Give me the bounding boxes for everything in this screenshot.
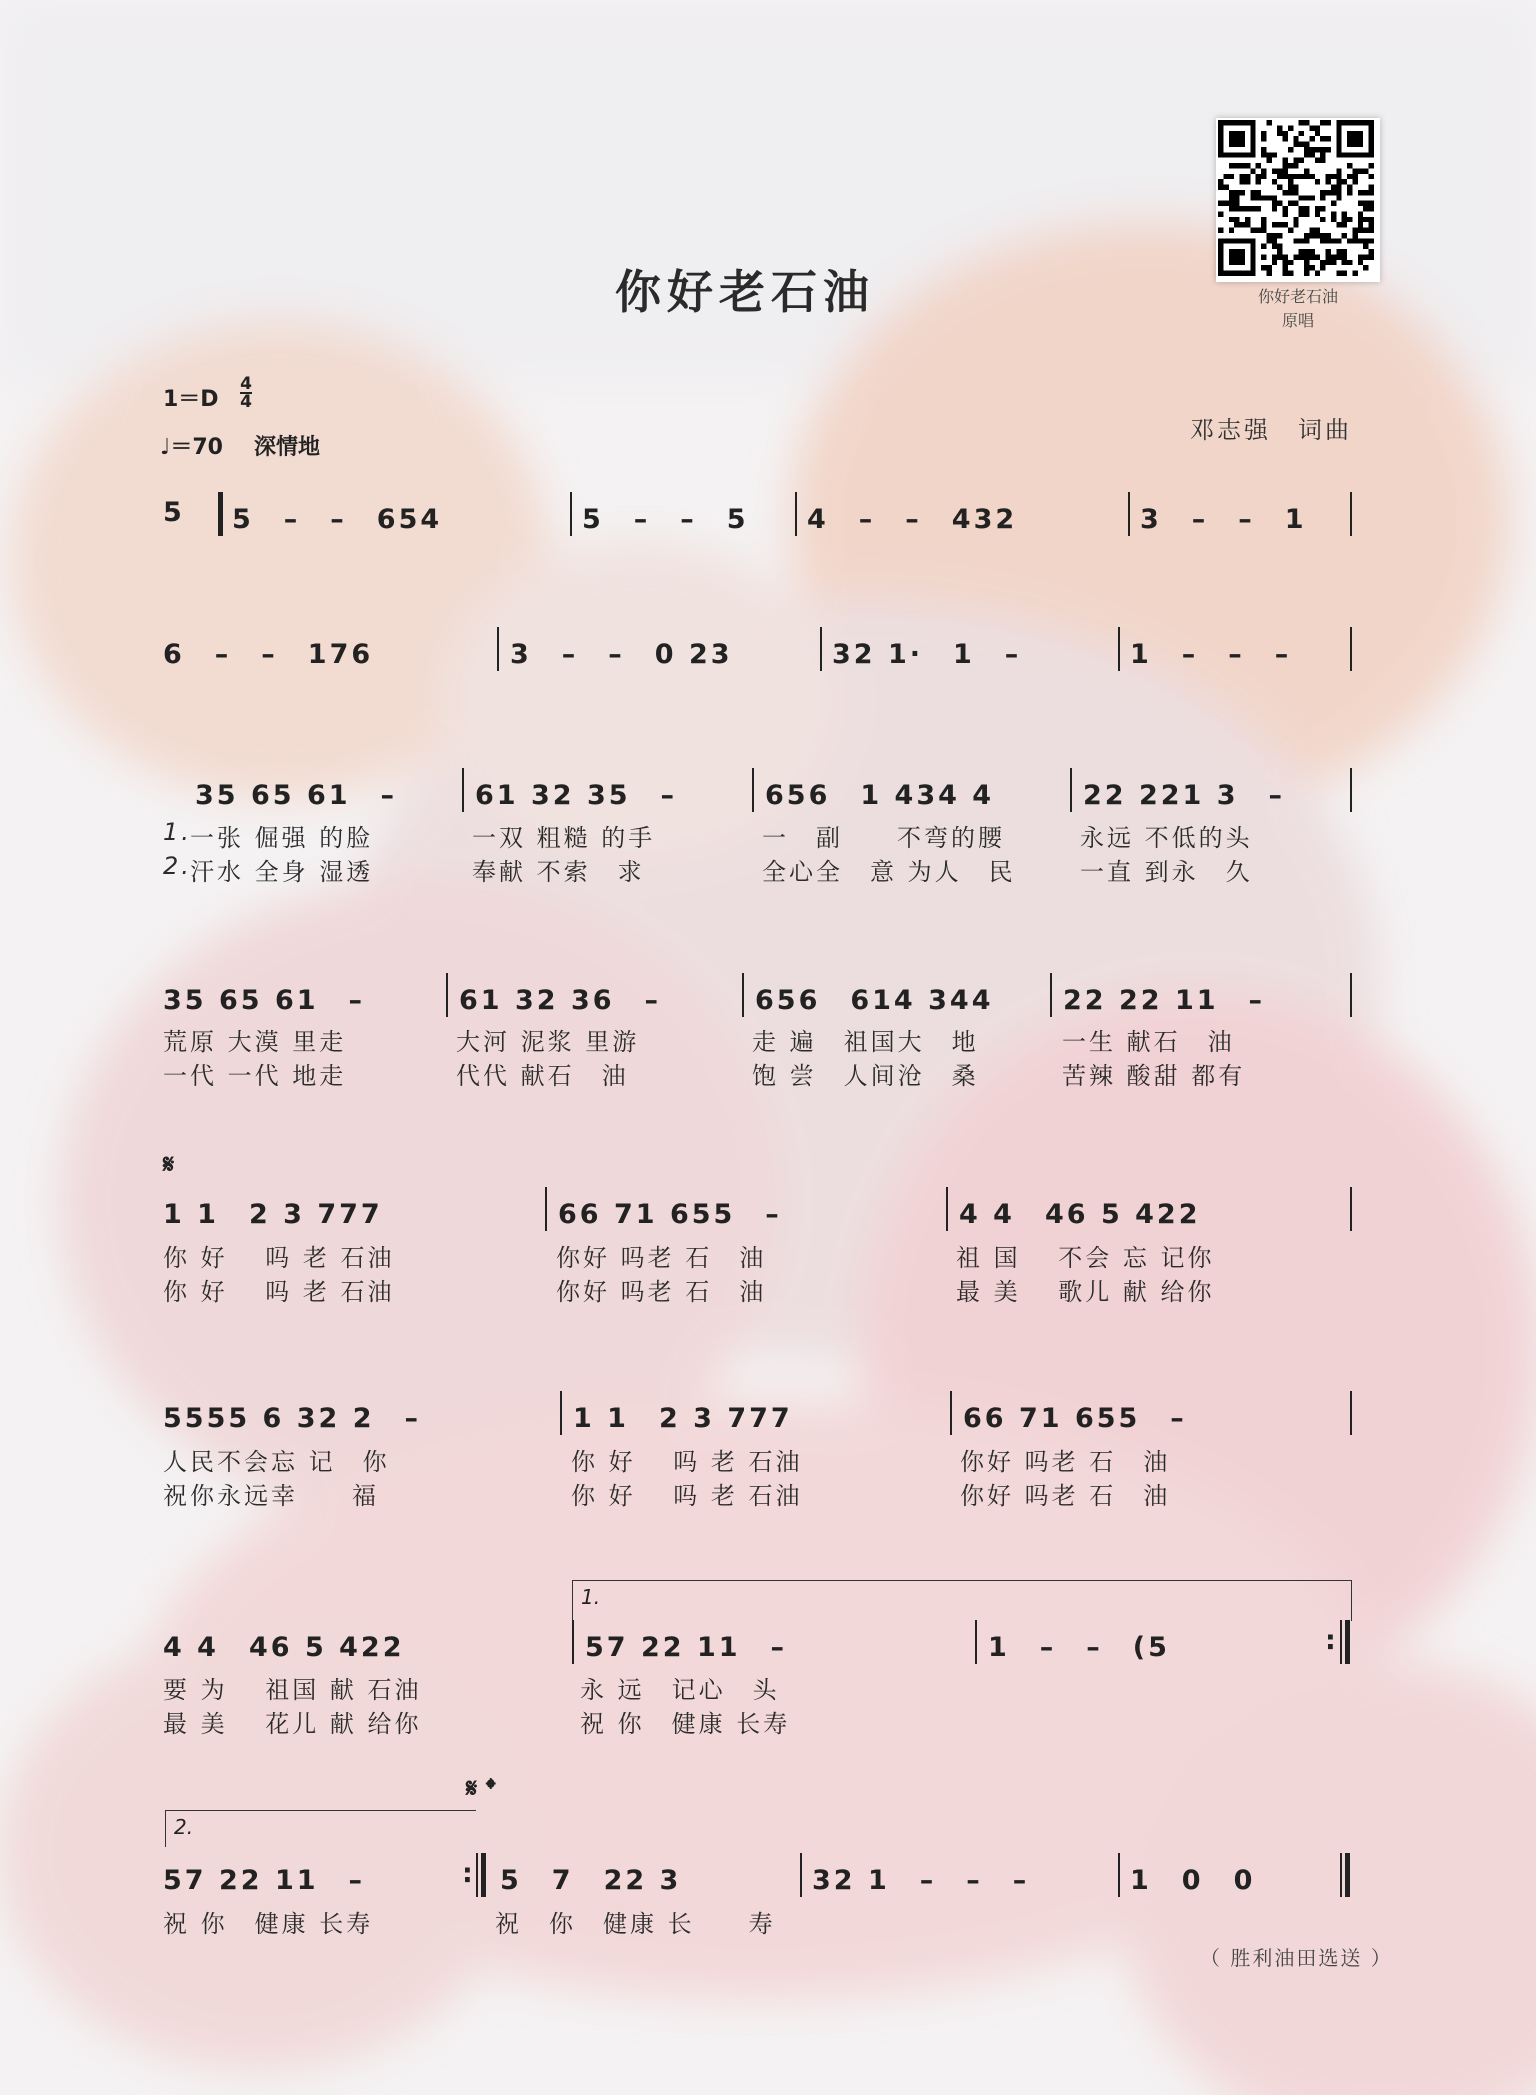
lyric-line: 一生 献石 油 — [1062, 1028, 1235, 1056]
lyric-line: 祝 你 健康 长 寿 — [495, 1910, 776, 1938]
lyric-line: 汗水 全身 湿透 — [190, 858, 374, 886]
barline — [1350, 1187, 1352, 1231]
lyric-line: 你好 吗老 石 油 — [556, 1244, 767, 1272]
repeat-end-barline — [1345, 1620, 1350, 1664]
measure-16: 22 22 11 – — [1063, 985, 1266, 1016]
barline — [1340, 1853, 1342, 1897]
measure-18: 66 71 655 – — [558, 1199, 782, 1230]
lyric-line: 大河 泥浆 里游 — [456, 1028, 640, 1056]
source-credit: （ 胜利油田选送 ） — [1200, 1946, 1393, 1970]
measure-12: 22 221 3 – — [1083, 780, 1286, 811]
barline — [1350, 492, 1352, 536]
lyric-line: 一代 一代 地走 — [163, 1062, 347, 1090]
barline — [1340, 1620, 1342, 1664]
song-title: 你好老石油 — [615, 265, 875, 319]
time-signature: 4 4 — [240, 374, 252, 412]
key-signature: 1＝D — [163, 387, 219, 412]
lyric-line: 祝 你 健康 长寿 — [163, 1910, 374, 1938]
measure-11: 656 1 434 4 — [765, 780, 995, 811]
lyric-line: 奉献 不索 求 — [472, 858, 645, 886]
verse-number: 2. — [163, 852, 192, 880]
measure-7: 32 1· 1 – — [832, 639, 1022, 670]
barline — [446, 973, 448, 1017]
verse-number: 1. — [163, 818, 192, 846]
barline — [560, 1391, 562, 1435]
barline — [950, 1391, 952, 1435]
measure-20: 5555 6 32 2 – — [163, 1403, 421, 1434]
measure-29: 1 0 0 — [1130, 1865, 1256, 1896]
measure-14: 61 32 36 – — [459, 985, 662, 1016]
barline — [946, 1187, 948, 1231]
measure-10: 61 32 35 – — [475, 780, 678, 811]
measure-4: 3 – – 1 — [1140, 504, 1307, 535]
measure-17: 1 1 2 3 777 — [163, 1199, 383, 1230]
barline — [820, 627, 822, 671]
lyric-line: 代代 献石 油 — [456, 1062, 629, 1090]
lyric-line: 你 好 吗 老 石油 — [163, 1244, 395, 1272]
lyric-line: 一双 粗糙 的手 — [472, 824, 656, 852]
lyric-line: 祝 你 健康 长寿 — [580, 1710, 791, 1738]
measure-27: 5 7 22 3 — [500, 1865, 682, 1896]
barline — [1118, 1853, 1120, 1897]
pickup-note: 5 — [163, 497, 185, 528]
second-ending-label: 2. — [174, 1815, 194, 1839]
final-barline — [1345, 1853, 1350, 1897]
barline — [1350, 627, 1352, 671]
lyric-line: 要 为 祖国 献 石油 — [163, 1676, 422, 1704]
lyric-line: 你好 吗老 石 油 — [960, 1482, 1171, 1510]
lyric-line: 全心全 意 为人 民 — [762, 858, 1016, 886]
measure-8: 1 – – – — [1130, 639, 1292, 670]
barline — [462, 768, 464, 812]
lyric-line: 苦辣 酸甜 都有 — [1062, 1062, 1246, 1090]
lyric-line: 祖 国 不会 忘 记你 — [956, 1244, 1215, 1272]
lyric-line: 你 好 吗 老 石油 — [163, 1278, 395, 1306]
barline — [570, 492, 572, 536]
barline — [1350, 768, 1352, 812]
barline — [1118, 627, 1120, 671]
measure-6: 3 – – 0 23 — [510, 639, 733, 670]
measure-2: 5 – – 5 — [582, 504, 749, 535]
measure-13: 35 65 61 – — [163, 985, 366, 1016]
measure-23: 4 4 46 5 422 — [163, 1632, 405, 1663]
barline — [1128, 492, 1130, 536]
lyric-line: 走 遍 祖国大 地 — [752, 1028, 979, 1056]
segno-sign: 𝄋 — [163, 1150, 175, 1180]
barline — [752, 768, 754, 812]
measure-21: 1 1 2 3 777 — [573, 1403, 793, 1434]
barline — [545, 1187, 547, 1231]
expression-marking: 深情地 — [254, 435, 321, 460]
repeat-dots: : — [1325, 1625, 1339, 1656]
barline — [975, 1620, 977, 1664]
barline — [1350, 973, 1352, 1017]
barline — [795, 492, 797, 536]
measure-25: 1 – – (5 — [988, 1632, 1170, 1663]
lyric-line: 永远 不低的头 — [1080, 824, 1253, 852]
barline — [800, 1853, 802, 1897]
barline — [742, 973, 744, 1017]
lyric-line: 荒原 大漠 里走 — [163, 1028, 347, 1056]
lyric-line: 一 副 不弯的腰 — [762, 824, 1005, 852]
lyric-line: 你好 吗老 石 油 — [960, 1448, 1171, 1476]
composer-credit: 邓志强 词曲 — [1190, 416, 1352, 444]
barline — [572, 1620, 574, 1664]
measure-3: 4 – – 432 — [807, 504, 1018, 535]
tempo-marking: ♩＝70 — [160, 435, 223, 460]
measure-9: 35 65 61 – — [195, 780, 398, 811]
lyric-line: 你 好 吗 老 石油 — [571, 1482, 803, 1510]
measure-5: 6 – – 176 — [163, 639, 374, 670]
first-ending-bracket — [572, 1580, 1352, 1621]
barline — [1070, 768, 1072, 812]
double-barline — [481, 1853, 486, 1897]
first-ending-label: 1. — [581, 1585, 601, 1609]
barline — [1050, 973, 1052, 1017]
lyric-line: 饱 尝 人间沧 桑 — [752, 1062, 979, 1090]
lyric-line: 最 美 花儿 献 给你 — [163, 1710, 422, 1738]
lyric-line: 一张 倔强 的脸 — [190, 824, 374, 852]
qr-caption-title: 你好老石油 — [1257, 287, 1338, 306]
lyric-line: 祝你永远幸 福 — [163, 1482, 379, 1510]
barline — [1350, 1391, 1352, 1435]
measure-26: 57 22 11 – — [163, 1865, 366, 1896]
lyric-line: 永 远 记心 头 — [580, 1676, 780, 1704]
lyric-line: 你 好 吗 老 石油 — [571, 1448, 803, 1476]
segno-coda-sign: 𝄋 𝄌 — [466, 1774, 496, 1804]
lyric-line: 一直 到永 久 — [1080, 858, 1253, 886]
measure-24: 57 22 11 – — [585, 1632, 788, 1663]
repeat-dots: : — [462, 1858, 476, 1889]
barline — [476, 1853, 478, 1897]
qr-caption-singer: 原唱 — [1281, 311, 1314, 330]
measure-22: 66 71 655 – — [963, 1403, 1187, 1434]
measure-15: 656 614 344 — [755, 985, 994, 1016]
qr-code — [1216, 118, 1380, 282]
barline — [497, 627, 499, 671]
repeat-start-barline — [218, 492, 223, 536]
measure-28: 32 1 – – – — [812, 1865, 1030, 1896]
second-ending-bracket — [165, 1810, 476, 1847]
lyric-line: 你好 吗老 石 油 — [556, 1278, 767, 1306]
lyric-line: 最 美 歌儿 献 给你 — [956, 1278, 1215, 1306]
measure-1: 5 – – 654 — [232, 504, 443, 535]
measure-19: 4 4 46 5 422 — [959, 1199, 1201, 1230]
lyric-line: 人民不会忘 记 你 — [163, 1448, 390, 1476]
